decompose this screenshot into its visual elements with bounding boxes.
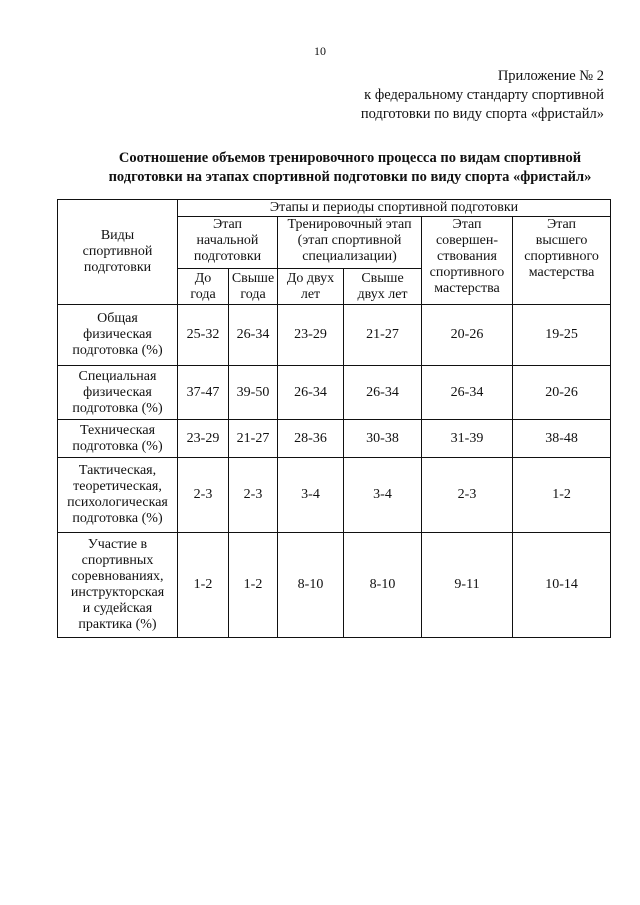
header-initial-stage [178, 217, 278, 269]
header-text-line: Этап [212, 217, 243, 232]
table-cell: 3-4 [278, 458, 344, 533]
header-text-line: лет [300, 286, 321, 302]
header-text-line: Этап [452, 217, 482, 232]
page-number: 10 [314, 44, 326, 58]
appendix-line: Приложение № 2 [497, 68, 604, 84]
table-cell: 8-10 [344, 533, 422, 638]
table-cell: 20-26 [422, 305, 513, 366]
table-row [58, 533, 611, 638]
label-line: Техническая [79, 422, 156, 438]
table-cell: 19-25 [513, 305, 611, 366]
header-text-line: спортивного [429, 265, 505, 280]
header-text-line: специализации) [302, 249, 397, 264]
label-line: подготовка (%) [72, 511, 163, 526]
table-cell: 39-50 [229, 366, 278, 420]
subheader-training-under-two-years [278, 269, 344, 305]
label-line: спортивных [81, 553, 154, 568]
table-cell: 9-11 [422, 533, 513, 638]
table-cell: 23-29 [278, 305, 344, 366]
header-text-line: До двух [286, 270, 335, 286]
header-text-line: Свыше [231, 270, 275, 286]
label-line: Общая [97, 311, 138, 326]
header-text-line: подготовки [193, 249, 262, 264]
table-cell: 26-34 [229, 305, 278, 366]
header-text-line: Свыше [361, 270, 404, 286]
table-cell: 37-47 [178, 366, 229, 420]
table-cell: 26-34 [422, 366, 513, 420]
header-text-line: Тренировочный этап [287, 217, 412, 232]
header-text-line: спортивного [524, 249, 599, 264]
header-text-line: Этап [547, 217, 577, 232]
label-line: подготовка (%) [72, 343, 163, 358]
header-text-line: мастерства [434, 281, 500, 296]
training-ratio-table [57, 199, 611, 638]
label-line: физическая [83, 327, 152, 342]
label-line: подготовка (%) [72, 400, 163, 416]
header-training-stage [278, 217, 422, 269]
header-text-line: двух лет [357, 286, 408, 302]
table-cell: 26-34 [344, 366, 422, 420]
table-cell: 31-39 [422, 420, 513, 458]
row-label [58, 366, 178, 420]
appendix-heading [361, 67, 604, 124]
table-row [58, 366, 611, 420]
table-cell: 2-3 [229, 458, 278, 533]
label-line: Специальная [78, 368, 157, 384]
header-text-line: совершен- [435, 233, 499, 248]
label-line: и судейская [82, 601, 153, 616]
header-text-line: начальной [196, 233, 259, 248]
document-title [60, 149, 640, 187]
appendix-line: к федеральному стандарту спортивной [364, 87, 604, 103]
table-cell: 28-36 [278, 420, 344, 458]
header-improvement-stage [422, 217, 513, 305]
table-cell: 2-3 [422, 458, 513, 533]
table-cell: 3-4 [344, 458, 422, 533]
table-cell: 21-27 [344, 305, 422, 366]
header-text-line: мастерства [528, 265, 595, 280]
header-stages: Этапы и периоды спортивной подготовки [178, 200, 611, 217]
header-kinds [58, 200, 178, 305]
header-text-line: спортивной [82, 244, 153, 259]
header-text-line: года [240, 286, 266, 302]
header-higher-stage [513, 217, 611, 305]
label-line: соревнованиях, [71, 569, 164, 584]
table-cell: 1-2 [229, 533, 278, 638]
title-line: подготовки на этапах спортивной подготовки по виду спорта «фристайл» [108, 169, 592, 185]
label-line: Тактическая, [78, 463, 157, 478]
subheader-training-over-two-years [344, 269, 422, 305]
label-line: практика (%) [78, 617, 157, 632]
table-cell: 20-26 [513, 366, 611, 420]
label-line: психологическая [67, 495, 168, 510]
header-text-line: подготовки [83, 260, 152, 275]
header-text-line: До [194, 270, 212, 286]
subheader-initial-over-year [229, 269, 278, 305]
appendix-line: подготовки по виду спорта «фристайл» [360, 106, 604, 122]
label-line: Участие в [87, 537, 148, 552]
table-cell: 10-14 [513, 533, 611, 638]
row-label [58, 533, 178, 638]
title-line: Соотношение объемов тренировочного процесса по видам спортивной [118, 150, 582, 166]
header-text-line: ствования [437, 249, 497, 264]
table-cell: 25-32 [178, 305, 229, 366]
row-label [58, 458, 178, 533]
label-line: подготовка (%) [72, 438, 163, 454]
table-cell: 2-3 [178, 458, 229, 533]
subheader-initial-under-year [178, 269, 229, 305]
table-row [58, 305, 611, 366]
header-text-line: Виды [100, 228, 135, 243]
label-line: физическая [83, 384, 152, 400]
table-cell: 30-38 [344, 420, 422, 458]
row-label [58, 420, 178, 458]
table-cell: 1-2 [178, 533, 229, 638]
row-label [58, 305, 178, 366]
table-cell: 23-29 [178, 420, 229, 458]
label-line: инструкторская [70, 585, 165, 600]
header-text-line: высшего [535, 233, 588, 248]
table-cell: 21-27 [229, 420, 278, 458]
table-cell: 26-34 [278, 366, 344, 420]
table-cell: 38-48 [513, 420, 611, 458]
table-cell: 8-10 [278, 533, 344, 638]
label-line: теоретическая, [73, 479, 162, 494]
table-cell: 1-2 [513, 458, 611, 533]
table-row [58, 458, 611, 533]
header-text-line: года [190, 286, 216, 302]
header-text-line: (этап спортивной [297, 233, 402, 248]
table-row [58, 420, 611, 458]
